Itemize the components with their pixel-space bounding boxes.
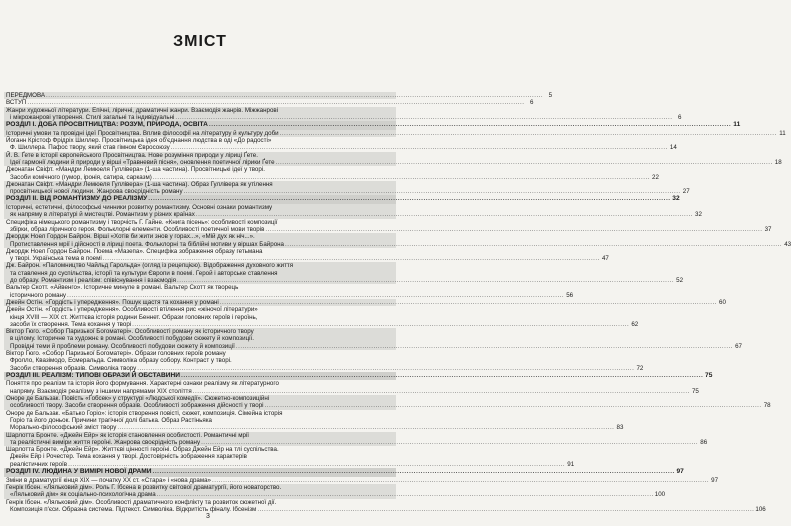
toc-entry-text: Поняття про реалізм та історія його формування. Характерні ознаки реалізму як літературного (6, 380, 279, 388)
toc-entry-text: Морально-філософський зміст твору (10, 424, 117, 432)
toc-page-number: 37 (764, 225, 772, 233)
toc-entry (4, 438, 708, 446)
leader-dots (276, 159, 773, 166)
toc-entry-text: «Ляльковий дім» як соціально-психологічна драма (10, 491, 156, 499)
toc-entry-text: Джонатан Свіфт. «Мандри Лемюеля Гуллівера» (1-ша частина). Просвітницькі ідеї у творі. (6, 166, 265, 174)
toc-entry-text: кінця XVIII — XIX ст. Життєва історія родини Беннет. Образи головних героїв і героїнь, (10, 313, 258, 321)
toc-entry-text: Джонатан Свіфт. «Мандри Лемюеля Гуллівера» (1-ша частина). Образ Гуллівера як утілення (6, 180, 273, 188)
toc-entry (4, 255, 609, 263)
toc-entry-text: як напряму в літературі й мистецтві. Романтизм у різних країнах (10, 211, 195, 219)
toc-entry (4, 181, 396, 188)
toc-entry-text: до образу. Романтизм і реалізм: співіснування і взаємодія (10, 277, 176, 285)
toc-page-number: 97 (676, 468, 684, 476)
leader-dots (280, 130, 777, 137)
toc-entry (4, 460, 575, 468)
toc-entry-text: Джордж Ноел Гордон Байрон. Вірші «Хотів би жити знов у горах...», «Мій дух як ніч...». (6, 233, 255, 241)
toc-entry-text: Джейн Остін. «Гордість і упередження». Пошук щастя та кохання у романі (6, 298, 219, 306)
leader-dots (103, 255, 600, 262)
toc-entry (4, 364, 644, 372)
toc-entry (4, 204, 396, 211)
toc-entry (4, 113, 682, 121)
toc-entry (4, 476, 719, 484)
toc-entry-text: в цілому. Історичне та художнє в романі. Особливості побудови сюжету й композиції. (10, 335, 254, 343)
toc-page-number: 100 (654, 491, 666, 499)
toc-page-number: 14 (669, 144, 677, 152)
toc-entry (4, 99, 534, 107)
toc-entry-text: Історичні, естетичні, філософські чинники розвитку романтизму. Основні ознаки романтизму (6, 204, 273, 212)
toc-entry (4, 233, 396, 240)
toc-entry-text: Віктор Гюго. «Собор Паризької Богоматері». Образи головних героїв роману (6, 349, 226, 357)
toc-entry (4, 320, 639, 328)
toc-entry-text: Джейн Ейр і Рочестер. Тема кохання у творі. Достовірність зображення характерів (10, 453, 247, 461)
toc-entry-text: Провідні теми й проблеми роману. Особливості побудови сюжету й композиції (10, 342, 235, 350)
toc-entry-text: Шарлотта Бронте. «Джейн Ейр» як історія становлення особистості. Романтичні мрії (6, 431, 249, 439)
toc-entry (4, 505, 766, 513)
toc-page-number: 22 (652, 173, 659, 181)
toc-entry (4, 314, 396, 321)
toc-entry (4, 298, 726, 306)
toc-entry (4, 387, 699, 395)
leader-dots (177, 277, 674, 284)
leader-dots (117, 424, 614, 431)
toc-page-number: 52 (676, 277, 684, 285)
toc-entry-text: Горіо та його доньок. Причини трагічної долі батька. Образ Растіньяка (10, 416, 212, 424)
toc-entry (4, 328, 396, 335)
leader-dots (193, 388, 690, 395)
toc-entry-text: ПЕРЕДМОВА (6, 92, 46, 99)
leader-dots (212, 477, 709, 484)
toc-page-number: 32 (672, 195, 680, 203)
toc-page-number: 83 (616, 424, 624, 432)
toc-entry (4, 173, 659, 181)
toc-page-number: 97 (711, 476, 719, 484)
toc-entry (4, 484, 396, 491)
leader-dots (27, 99, 524, 106)
toc-page-number: 62 (631, 320, 639, 328)
toc-page-number: 11 (779, 129, 786, 137)
toc-entry (4, 402, 771, 410)
leader-dots (285, 241, 782, 248)
leader-dots (68, 461, 565, 468)
leader-dots (236, 343, 733, 350)
toc-entry-text: Протиставлення мрії і дійсності в ліриці поета. Фольклорні та біблійні мотиви у віршах Байрона (10, 240, 284, 248)
toc-page-number: 6 (678, 113, 682, 121)
toc-page-number: 6 (529, 99, 534, 107)
toc-entry (4, 410, 396, 417)
toc-page-number: 43 (784, 240, 791, 248)
toc-entry (4, 380, 396, 387)
table-of-contents (4, 92, 791, 513)
leader-dots (220, 299, 717, 306)
toc-entry (4, 188, 690, 196)
toc-section (4, 468, 684, 477)
leader-dots (265, 226, 762, 233)
toc-entry-text: РОЗДІЛ II. ВІД РОМАНТИЗМУ ДО РЕАЛІЗМУ (6, 195, 148, 203)
toc-page-number: 18 (774, 158, 782, 166)
toc-entry-text: Оноре де Бальзак. Повість «Гобсек» у структурі «Людської комедії». Сюжетно-композиційні (6, 395, 270, 403)
leader-dots (132, 321, 629, 328)
toc-page-number: 86 (700, 438, 708, 446)
toc-entry-text: Шарлотта Бронте. «Джейн Ейр». Життєві цінності героїні. Образ Джейн Ейр на тлі суспільства. (6, 446, 279, 454)
leader-dots (184, 188, 681, 195)
toc-section (4, 371, 713, 381)
toc-entry-text: засоби їх створення. Тема кохання у творі (10, 320, 132, 328)
toc-entry (4, 219, 396, 226)
leader-dots (201, 439, 698, 446)
leader-dots (175, 114, 672, 121)
leader-dots (265, 402, 762, 409)
toc-entry-text: Й. В. Ґете в історії європейського Просвітництва. Нове розуміння природи у ліриці Ґете. (6, 151, 258, 159)
toc-entry-text: Джейн Остін. «Гордість і упередження». Особливості втілення рис «жіночої літератури» (6, 306, 258, 314)
toc-page-number: 11 (733, 121, 741, 129)
leader-dots (67, 292, 564, 299)
leader-dots (157, 491, 654, 498)
toc-entry (4, 291, 574, 299)
toc-entry-text: реалістичних героїв (10, 460, 68, 468)
toc-entry-text: Специфіка німецького романтизму і творчість Г. Гайне. «Книга пісень»: особливості композиції (6, 218, 278, 226)
toc-page-number: 75 (705, 371, 713, 379)
toc-entry-text: Дж. Байрон. «Паломництво Чайльд Гарольда» (огляд із рецепцією). Відображення духовного життя (6, 262, 294, 270)
toc-entry (4, 248, 396, 255)
toc-entry-text: та ставлення до суспільства, історії та культури Європи в поемі. Герой і авторське ставлення (10, 269, 278, 277)
toc-page-number: 32 (695, 211, 702, 219)
leader-dots (137, 365, 634, 372)
leader-dots (257, 506, 754, 513)
toc-entry-text: Віктор Гюго. «Собор Паризької Богоматері». Особливості роману як історичного твору (6, 328, 254, 336)
toc-entry (4, 107, 396, 114)
toc-entry-text: Генрік Ібсен. «Ляльковий дім». Роль Г. Ібсена в розвитку світової драматургії, його новаторство. (6, 483, 282, 491)
toc-entry-text: Композиція п'єси. Образна система. Підтекст. Символіка. Відкритість фіналу. Ібсенізм (10, 505, 257, 513)
toc-entry (4, 270, 396, 277)
toc-entry-text: Засоби комічного (гумор, іронія, сатира, сарказм) (10, 173, 152, 181)
toc-entry (4, 306, 396, 313)
toc-entry-text: просвітницької нової людини. Жанрова своєрідність роману (10, 188, 183, 196)
leader-dots (209, 121, 731, 130)
toc-entry (4, 158, 782, 166)
toc-entry-text: Ідеї гармонії людини й природи у вірші «Травневий пісня», оновлення поетичної лірики Ґете (10, 158, 275, 166)
toc-entry (4, 225, 772, 233)
toc-entry-text: Оноре де Бальзак. «Батько Горіо»: історія створення повісті, сюжет, композиція. Сімейна історія (6, 409, 283, 417)
toc-entry-text: Генрік Ібсен. «Ляльковий дім». Особливості драматичного конфлікту та розвиток сюжетної дії. (6, 498, 277, 506)
toc-entry (4, 417, 396, 424)
page-title: ЗМІСТ (173, 33, 227, 50)
toc-page-number: 106 (755, 505, 766, 513)
leader-dots (153, 468, 675, 477)
toc-entry-text: збірки, образ ліричного героя. Фольклорні елементи. Особливості поетичної мови творів (10, 225, 265, 233)
toc-entry (4, 240, 791, 248)
leader-dots (196, 211, 693, 218)
toc-entry-text: у творі. Українська тема в поемі (10, 255, 102, 263)
page-number: 3 (206, 513, 210, 520)
toc-entry-text: та реалістичні виміри життя героїні. Жанрова своєрідність роману (10, 438, 201, 446)
toc-page-number: 91 (567, 460, 575, 468)
toc-entry-text: Фролло, Квазімодо, Есмеральда. Символіка образу собору. Контраст у творі. (10, 357, 232, 365)
toc-entry (4, 92, 553, 99)
toc-entry (4, 424, 624, 432)
leader-dots (153, 174, 650, 181)
toc-entry-text: Вальтер Скотт. «Айвенго». Історичне минуле в романі. Вальтер Скотт як творець (6, 284, 239, 292)
toc-entry (4, 144, 677, 152)
toc-entry (4, 446, 396, 453)
toc-entry-text: і мікрожанрові утворення. Стилі загальні та індивідуальні (10, 113, 175, 121)
leader-dots (148, 195, 670, 204)
toc-entry (4, 284, 396, 291)
toc-entry-text: Ф. Шиллера. Пафос твору, який став гімном Євросоюзу (10, 144, 170, 152)
toc-section (4, 195, 680, 204)
toc-entry (4, 211, 702, 219)
toc-entry (4, 499, 396, 506)
toc-page-number: 78 (763, 402, 771, 410)
toc-entry-text: Джордж Ноел Гордон Байрон. Поема «Мазепа». Специфіка зображення образу гетьмана (6, 247, 263, 255)
toc-entry-text: РОЗДІЛ I. ДОБА ПРОСВІТНИЦТВА: РОЗУМ, ПРИРОДА, ОСВІТА (6, 121, 208, 129)
toc-entry (4, 137, 396, 144)
toc-page-number: 56 (566, 291, 574, 299)
toc-entry (4, 453, 396, 460)
toc-entry (4, 342, 742, 350)
toc-entry-text: напряму. Взаємодія реалізму з іншими напрямами XIX століття (10, 387, 192, 395)
toc-entry-text: ВСТУП (6, 99, 27, 107)
leader-dots (46, 92, 543, 99)
toc-entry (4, 166, 396, 173)
toc-entry-text: історичного роману (10, 291, 67, 299)
toc-entry (4, 350, 396, 357)
toc-page-number: 5 (548, 92, 553, 99)
toc-page-number: 27 (682, 188, 690, 196)
toc-entry (4, 129, 786, 137)
toc-entry-text: особливості твору. Засоби створення образів. Особливості зображення дійсності у творі (10, 402, 264, 410)
toc-page-number: 60 (719, 298, 726, 306)
toc-entry-text: Засоби створення образів. Символіка твору (10, 364, 137, 372)
toc-entry (4, 152, 396, 159)
toc-entry-text: РОЗДІЛ IV. ЛЮДИНА У ВИМІРІ НОВОЇ ДРАМИ (6, 468, 152, 476)
toc-entry (4, 357, 396, 364)
toc-page-number: 47 (601, 255, 609, 263)
toc-entry-text: РОЗДІЛ III. РЕАЛІЗМ: ТИПОВІ ОБРАЗИ Й ОБСТАВИНИ (6, 371, 181, 379)
toc-entry-text: Йоганн Крістоф Фрідріх Шиллер. Просвітницька ідея об'єднання людства в оді «До радості» (6, 137, 272, 145)
toc-entry (4, 491, 666, 499)
toc-page-number: 67 (735, 342, 742, 350)
toc-entry (4, 262, 396, 269)
leader-dots (171, 144, 668, 151)
toc-entry-text: Зміни в драматургії кінця XIX — початку XX ст. «Стара» і «нова драма» (6, 476, 211, 484)
toc-page-number: 75 (691, 387, 699, 395)
toc-entry-text: Історичні умови та провідні ідеї Просвітництва. Вплив філософії на літературу й культуру доби (6, 129, 279, 137)
toc-entry (4, 432, 396, 439)
toc-page-number: 72 (636, 364, 644, 372)
toc-entry (4, 335, 396, 342)
leader-dots (181, 372, 703, 381)
toc-entry (4, 277, 684, 285)
toc-entry-text: Жанри художньої літератури. Епічні, ліричні, драматичні жанри. Взаємодія жанрів. Міжжанрові (6, 106, 279, 114)
toc-section (4, 121, 741, 130)
toc-entry (4, 395, 396, 402)
